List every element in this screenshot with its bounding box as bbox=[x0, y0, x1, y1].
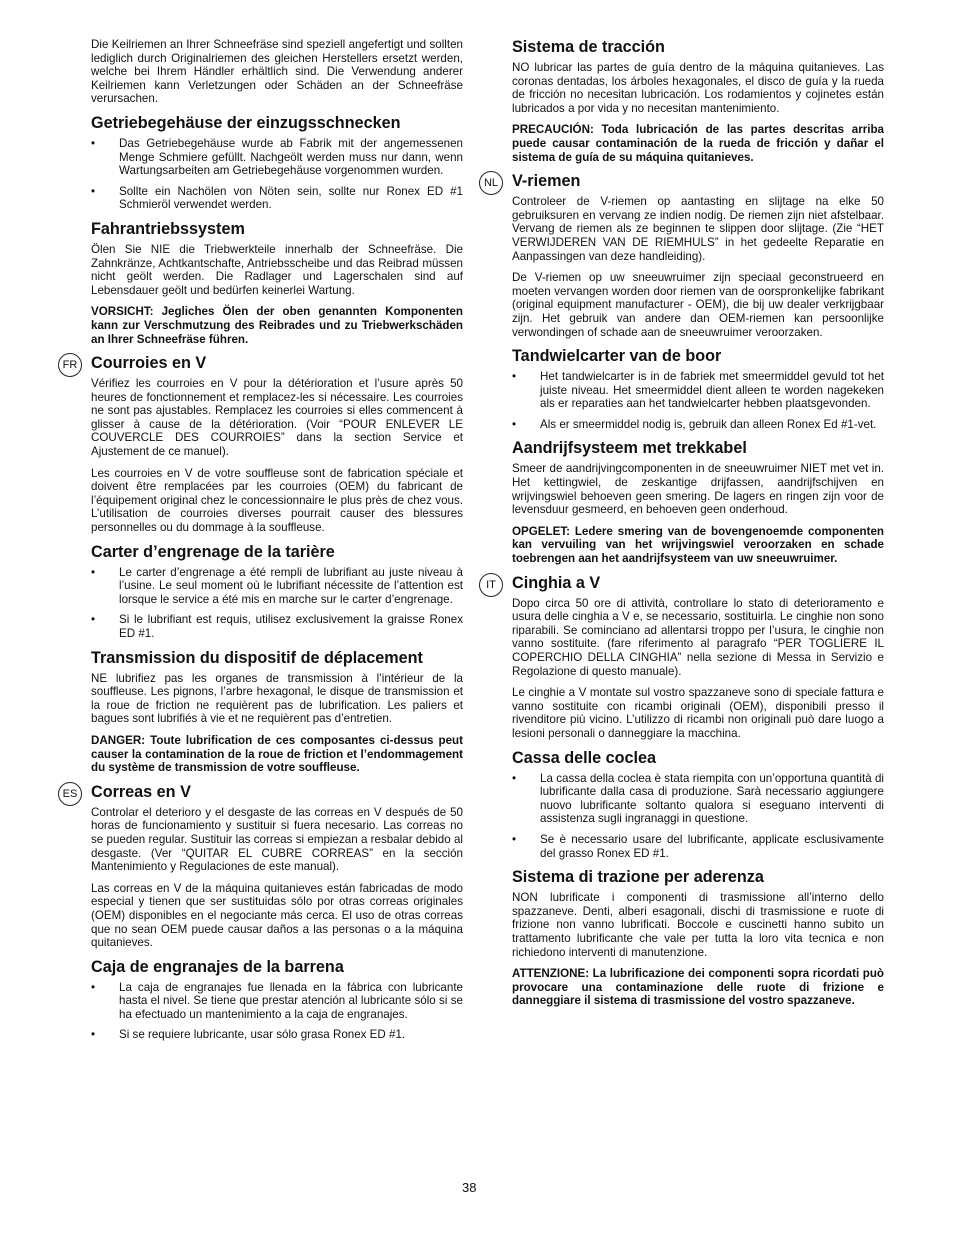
list-item: • Das Getriebegehäuse wurde ab Fabrik mit der angemessenen Menge Schmiere gefüllt. Nachgeölt werden muss nur dann, wenn Wartungsarbeiten am Getriebegehäuse vorgenommen wurden. bbox=[91, 137, 463, 178]
es-belt-heading bbox=[62, 782, 463, 802]
fr-gear-list bbox=[91, 566, 463, 641]
language-badge-nl: NL bbox=[479, 171, 503, 195]
es-drive-warning: PRECAUCIÓN: Toda lubricación de las partes descritas arriba puede causar contaminación de la rueda de fricción y dañar el sistema de guía de su máquina quitanieves. bbox=[512, 123, 884, 164]
nl-belt-title: V-riemen bbox=[512, 172, 581, 191]
es-gear-list bbox=[91, 981, 463, 1042]
nl-drive-warning: OPGELET: Ledere smering van de bovengenoemde componenten kan vervuiling van het wrijvingswiel veroorzaken en schade toebrengen aan het aandrijfsysteem van uw sneeuwruimer. bbox=[512, 524, 884, 566]
nl-drive-text: Smeer de aandrijvingcomponenten in de sneeuwruimer NIET met vet in. Het kettingwiel, de zeskantige drijfassen, aandrijfschijven en wrijvingswiel behoeven geen smering. De lagers en ringen zijn voor de levensduur gesmeerd, en behoeven geen onderhoud. bbox=[512, 462, 884, 517]
list-item: • La cassa della coclea è stata riempita con un’opportuna quantità di lubrificante dalla casa di produzione. Sarà necessario aggiungere nuovo lubrificante soltanto qualora si eseguano interventi di assistenza sugli ingranaggi in questione. bbox=[512, 772, 884, 826]
es-drive-heading: Sistema de tracción bbox=[512, 38, 665, 56]
it-drive-heading: Sistema di trazione per aderenza bbox=[512, 868, 764, 887]
right-column bbox=[483, 38, 884, 1016]
nl-belt-p2: De V-riemen op uw sneeuwruimer zijn speciaal geconstrueerd en moeten vervangen worden door riemen van de oorspronkelijke fabrikant (original equipment manufacturer - OEM), die bij uw dealer verkrijgbaar zijn. Het gebruik van andere dan OEM-riemen kan persoonlijke verwondingen of schade aan de sneeuwruimer veroorzaken. bbox=[512, 271, 884, 339]
left-column bbox=[62, 38, 463, 1050]
it-drive-text: NON lubrificate i componenti di trasmissione all’interno dello spazzaneve. Denti, alberi esagonali, dischi di trasmissione e ruote di frizione non vanno lubrificati. Boccole e cuscinetti hanno subito un trattamento lubrificante che vale per tutta la loro vita tecnica e non richiedono interventi di manutenzione. bbox=[512, 891, 884, 959]
fr-belt-p2: Les courroies en V de votre souffleuse sont de fabrication spéciale et doivent être remplacées par les courroies (OEM) du fabricant de l’équipement original chez le concessionnaire le plus près de chez vous. L’utilisation de courroies diverses pourrait causer des blessures personnelles ou du dommage à la souffleuse. bbox=[91, 466, 463, 535]
list-item: • La caja de engranajes fue llenada en la fábrica con lubricante hasta el nivel. Se tiene que prestar atención al lubricante sólo si se ha efectuado un mantenimiento a la caja de engranajes. bbox=[91, 981, 463, 1022]
fr-belt-heading bbox=[62, 354, 463, 373]
language-badge-it: IT bbox=[479, 573, 503, 597]
language-badge-es: ES bbox=[58, 782, 82, 806]
it-belt-p2: Le cinghie a V montate sul vostro spazzaneve sono di speciale fattura e vanno sostituite con ricambi originali (OEM), disponibili presso il rivenditore più vicino. L’utilizzo di ricambi non originali può dare luogo a lesioni personali o danneggiare la macchina. bbox=[512, 686, 884, 740]
es-belt-p1: Controlar el deterioro y el desgaste de las correas en V después de 50 horas de funcionamiento y sustituir si fuera necesario. Las correas no se pueden regular. Sustituir las correas si empiezan a resbalar debido al desgaste. (Ver “QUITAR EL CUBRE CORREAS” en la sección Mantenimiento y Regulaciones de este manual). bbox=[91, 805, 463, 874]
nl-belt-p1: Controleer de V-riemen op aantasting en slijtage na elke 50 gebruiksuren en vervang ze indien nodig. De riemen zijn niet afstelbaar. Vervang de riemen als ze beginnen te slippen door slijtage. (Zie “HET VERWIJDEREN VAN DE RIEMHULS” in het gedeelte Reparatie en Aanpassingen van deze handleiding). bbox=[512, 195, 884, 263]
list-item: • Se è necessario usare del lubrificante, applicate esclusivamente del grasso Ronex ED #1. bbox=[512, 833, 884, 860]
list-item: • Le carter d’engrenage a été rempli de lubrifiant au juste niveau à l’usine. Le seul moment où le lubrifiant nécessite de l’attention est lorsque le service a été mis en marche sur le carter d’engrenage. bbox=[91, 566, 463, 607]
fr-belt-p1: Vérifiez les courroies en V pour la détérioration et l’usure après 50 heures de fonctionnement et remplacez-les si nécessaire. Les courroies ne sont pas ajustables. Remplacez les courroies si elles commencent à glisser à cause de la détérioration. (Voir “POUR ENLEVER LE COUVERCLE DES COURROIES” dans la section Service et Ajustement de ce manuel). bbox=[91, 377, 463, 459]
it-gear-list bbox=[512, 772, 884, 861]
it-belt-p1: Dopo circa 50 ore di attività, controllare lo stato di deterioramento e usura delle cinghia a V e, se necessario, sostituirla. Le cinghie non sono riparabili. Se cominciano ad allentarsi troppo per l’usura, le cinghie non vanno sostituite. (fare riferimento al paragrafo “PER TOGLIERE IL COPERCHIO DELLA CINGHIA” nella sezione di Messa in Servizio e Regolazione di questo manuale). bbox=[512, 596, 884, 678]
fr-belt-title: Courroies en V bbox=[91, 354, 207, 373]
de-gear-list bbox=[91, 137, 463, 212]
de-drive-text: Ölen Sie NIE die Triebwerkteile innerhalb der Schneefräse. Die Zahnkränze, Achtkantschafte, Antriebsscheibe und das Reibrad müssen nicht geölt werden. Die Radlager und Lagerschalen sind auf Lebensdauer geölt und bedürfen keinerlei Wartung. bbox=[91, 242, 463, 297]
it-belt-heading bbox=[486, 573, 884, 593]
fr-drive-heading: Transmission du dispositif de déplacement bbox=[91, 648, 423, 667]
page-number: 38 bbox=[462, 1180, 477, 1195]
es-belt-title: Correas en V bbox=[91, 782, 191, 801]
de-belt-intro: Die Keilriemen an Ihrer Schneefräse sind speziell angefertigt und sollten lediglich durch Originalriemen des gleichen Herstellers ersetzt werden, welche bei Ihrem Händler erhältlich sind. Die Verwendung anderer Keilriemen kann Verletzungen oder Schäden an der Schneefräse verursachen. bbox=[91, 38, 463, 106]
it-gear-heading: Cassa delle coclea bbox=[512, 748, 656, 767]
language-badge-fr: FR bbox=[58, 353, 82, 377]
list-item: • Sollte ein Nachölen von Nöten sein, sollte nur Ronex ED #1 Schmieröl verwendet werden. bbox=[91, 185, 463, 212]
es-drive-text: NO lubricar las partes de guía dentro de la máquina quitanieves. Las coronas dentadas, los árboles hexagonales, el disco de guía y la rueda de fricción no necesitan lubricación. Los rodamientos y cojinetes están lubricados a por vida y no necesitan mantenimiento. bbox=[512, 61, 884, 115]
it-drive-warning: ATTENZIONE: La lubrificazione dei componenti sopra ricordati può provocare una contaminazione delle ruote di frizione e danneggiare il sistema di trasmissione del vostro spazzaneve. bbox=[512, 967, 884, 1008]
fr-drive-text: NE lubrifiez pas les organes de transmission à l’intérieur de la souffleuse. Les pignons, l’arbre hexagonal, le disque de transmission et la roue de friction ne requièrent pas de lubrification. Les paliers et bagues sont lubrifiés à vie et ne requièrent pas d’entretien. bbox=[91, 671, 463, 726]
fr-drive-warning: DANGER: Toute lubrification de ces composantes ci-dessus peut causer la contamination de la roue de friction et l’endommagement du système de transmission de votre souffleuse. bbox=[91, 733, 463, 775]
it-belt-title: Cinghia a V bbox=[512, 573, 601, 592]
list-item: • Si se requiere lubricante, usar sólo grasa Ronex ED #1. bbox=[91, 1028, 463, 1042]
fr-gear-heading: Carter d’engrenage de la tarière bbox=[91, 542, 335, 561]
es-gear-heading: Caja de engranajes de la barrena bbox=[91, 957, 344, 976]
list-item: • Als er smeermiddel nodig is, gebruik dan alleen Ronex Ed #1-vet. bbox=[512, 418, 884, 432]
de-drive-heading: Fahrantriebssystem bbox=[91, 219, 245, 238]
list-item: • Het tandwielcarter is in de fabriek met smeermiddel gevuld tot het juiste niveau. Het smeermiddel dient alleen te worden nagekeken als er reparaties aan het tandwielcarter hebben plaatsgevonden. bbox=[512, 370, 884, 411]
de-drive-warning: VORSICHT: Jegliches Ölen der oben genannten Komponenten kann zur Verschmutzung des Reibrades und zu Triebwerkschäden an Ihrer Schneefräse führen. bbox=[91, 305, 463, 346]
list-item: • Si le lubrifiant est requis, utilisez exclusivement la graisse Ronex ED #1. bbox=[91, 613, 463, 640]
es-belt-p2: Las correas en V de la máquina quitanieves están fabricadas de modo especial y tienen que ser sustituidas sólo por otras correas originales (OEM) disponibles en el negociante más cerca. El uso de otras correas que no sean OEM puede causar daños a las personas o a la máquina quitanieves. bbox=[91, 881, 463, 950]
de-gear-heading: Getriebegehäuse der einzugsschnecken bbox=[91, 113, 401, 132]
nl-drive-heading: Aandrijfsysteem met trekkabel bbox=[512, 439, 747, 458]
nl-gear-heading: Tandwielcarter van de boor bbox=[512, 347, 722, 366]
nl-gear-list bbox=[512, 370, 884, 431]
nl-belt-heading bbox=[483, 172, 884, 191]
